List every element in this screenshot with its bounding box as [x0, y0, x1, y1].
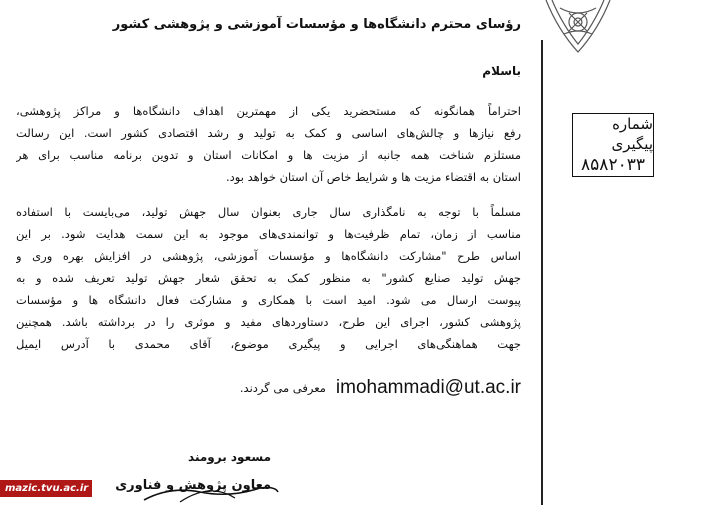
greeting: باسلام — [482, 64, 521, 78]
letter-body — [16, 0, 521, 505]
paragraph-line: استان به اقتضاء مزیت ها و شرایط خاص آن استان خواهد بود. — [226, 170, 521, 184]
recipient-heading: رؤسای محترم دانشگاه‌ها و مؤسسات آموزشی و پژوهشی کشور — [112, 17, 521, 32]
paragraph-line: اساس طرح "مشارکت دانشگاه‌ها و مؤسسات آموزشی، پژوهشی در افزایش بهره وری و — [16, 249, 521, 263]
signer-name: مسعود برومند — [188, 450, 271, 464]
email-suffix-text: معرفی می گردند. — [239, 381, 326, 395]
tracking-label: شماره پیگیری — [611, 115, 653, 153]
paragraph-line: جهت هماهنگی‌های اجرایی و پیگیری موضوع، آقای محمدی با آدرس ایمیل — [16, 337, 521, 351]
paragraph-line: جهش تولید صنایع کشور" به منظور کمک به تحقق شعار جهش تولید تعریف شده و به — [16, 271, 521, 285]
paragraph-line: رفع نیازها و چالش‌های اساسی و کمک به تولید و رشد اقتصادی کشور است. این رسالت — [16, 126, 521, 140]
margin-divider — [541, 40, 543, 505]
site-watermark: mazic.tvu.ac.ir — [0, 480, 92, 497]
signature-scribble — [140, 478, 280, 505]
tracking-number: ۸۵۸۲۰۳۳ — [581, 155, 645, 175]
paragraph-line: پژوهشی کشور، اجرای این طرح، دستاوردهای مفید و موثری را در برداشته باشد. همچنین — [16, 315, 521, 329]
paragraph-line: مناسب از زمان، تمام ظرفیت‌ها و توانمندی‌های موجود به این سمت هدایت شود. بر این — [16, 227, 521, 241]
paragraph-line: مسلماً با توجه به نامگذاری سال جاری بعنوان سال جهش تولید، می‌بایست با استفاده — [16, 205, 521, 219]
email-line — [16, 374, 521, 402]
paragraph-line: پیوست ارسال می شود. امید است با همکاری و مشارکت فعال دانشگاه ها و مؤسسات — [16, 293, 521, 307]
paragraph-main — [16, 201, 521, 355]
ornament-emblem-icon — [538, 0, 618, 56]
paragraph-intro — [16, 100, 521, 188]
tracking-number-box — [572, 113, 654, 177]
paragraph-line: مستلزم شناخت همه جانبه از مزیت ها و امکانات استان و تدوین برنامه مناسب برای هر — [16, 148, 521, 162]
paragraph-line: احتراماً همانگونه که مستحضرید یکی از مهمترین اهداف دانشگاه‌ها و مراکز پژوهشی، — [16, 104, 521, 118]
signer-title: معاون پژوهش و فناوری — [115, 478, 271, 493]
email-address: imohammadi@ut.ac.ir — [335, 377, 521, 398]
